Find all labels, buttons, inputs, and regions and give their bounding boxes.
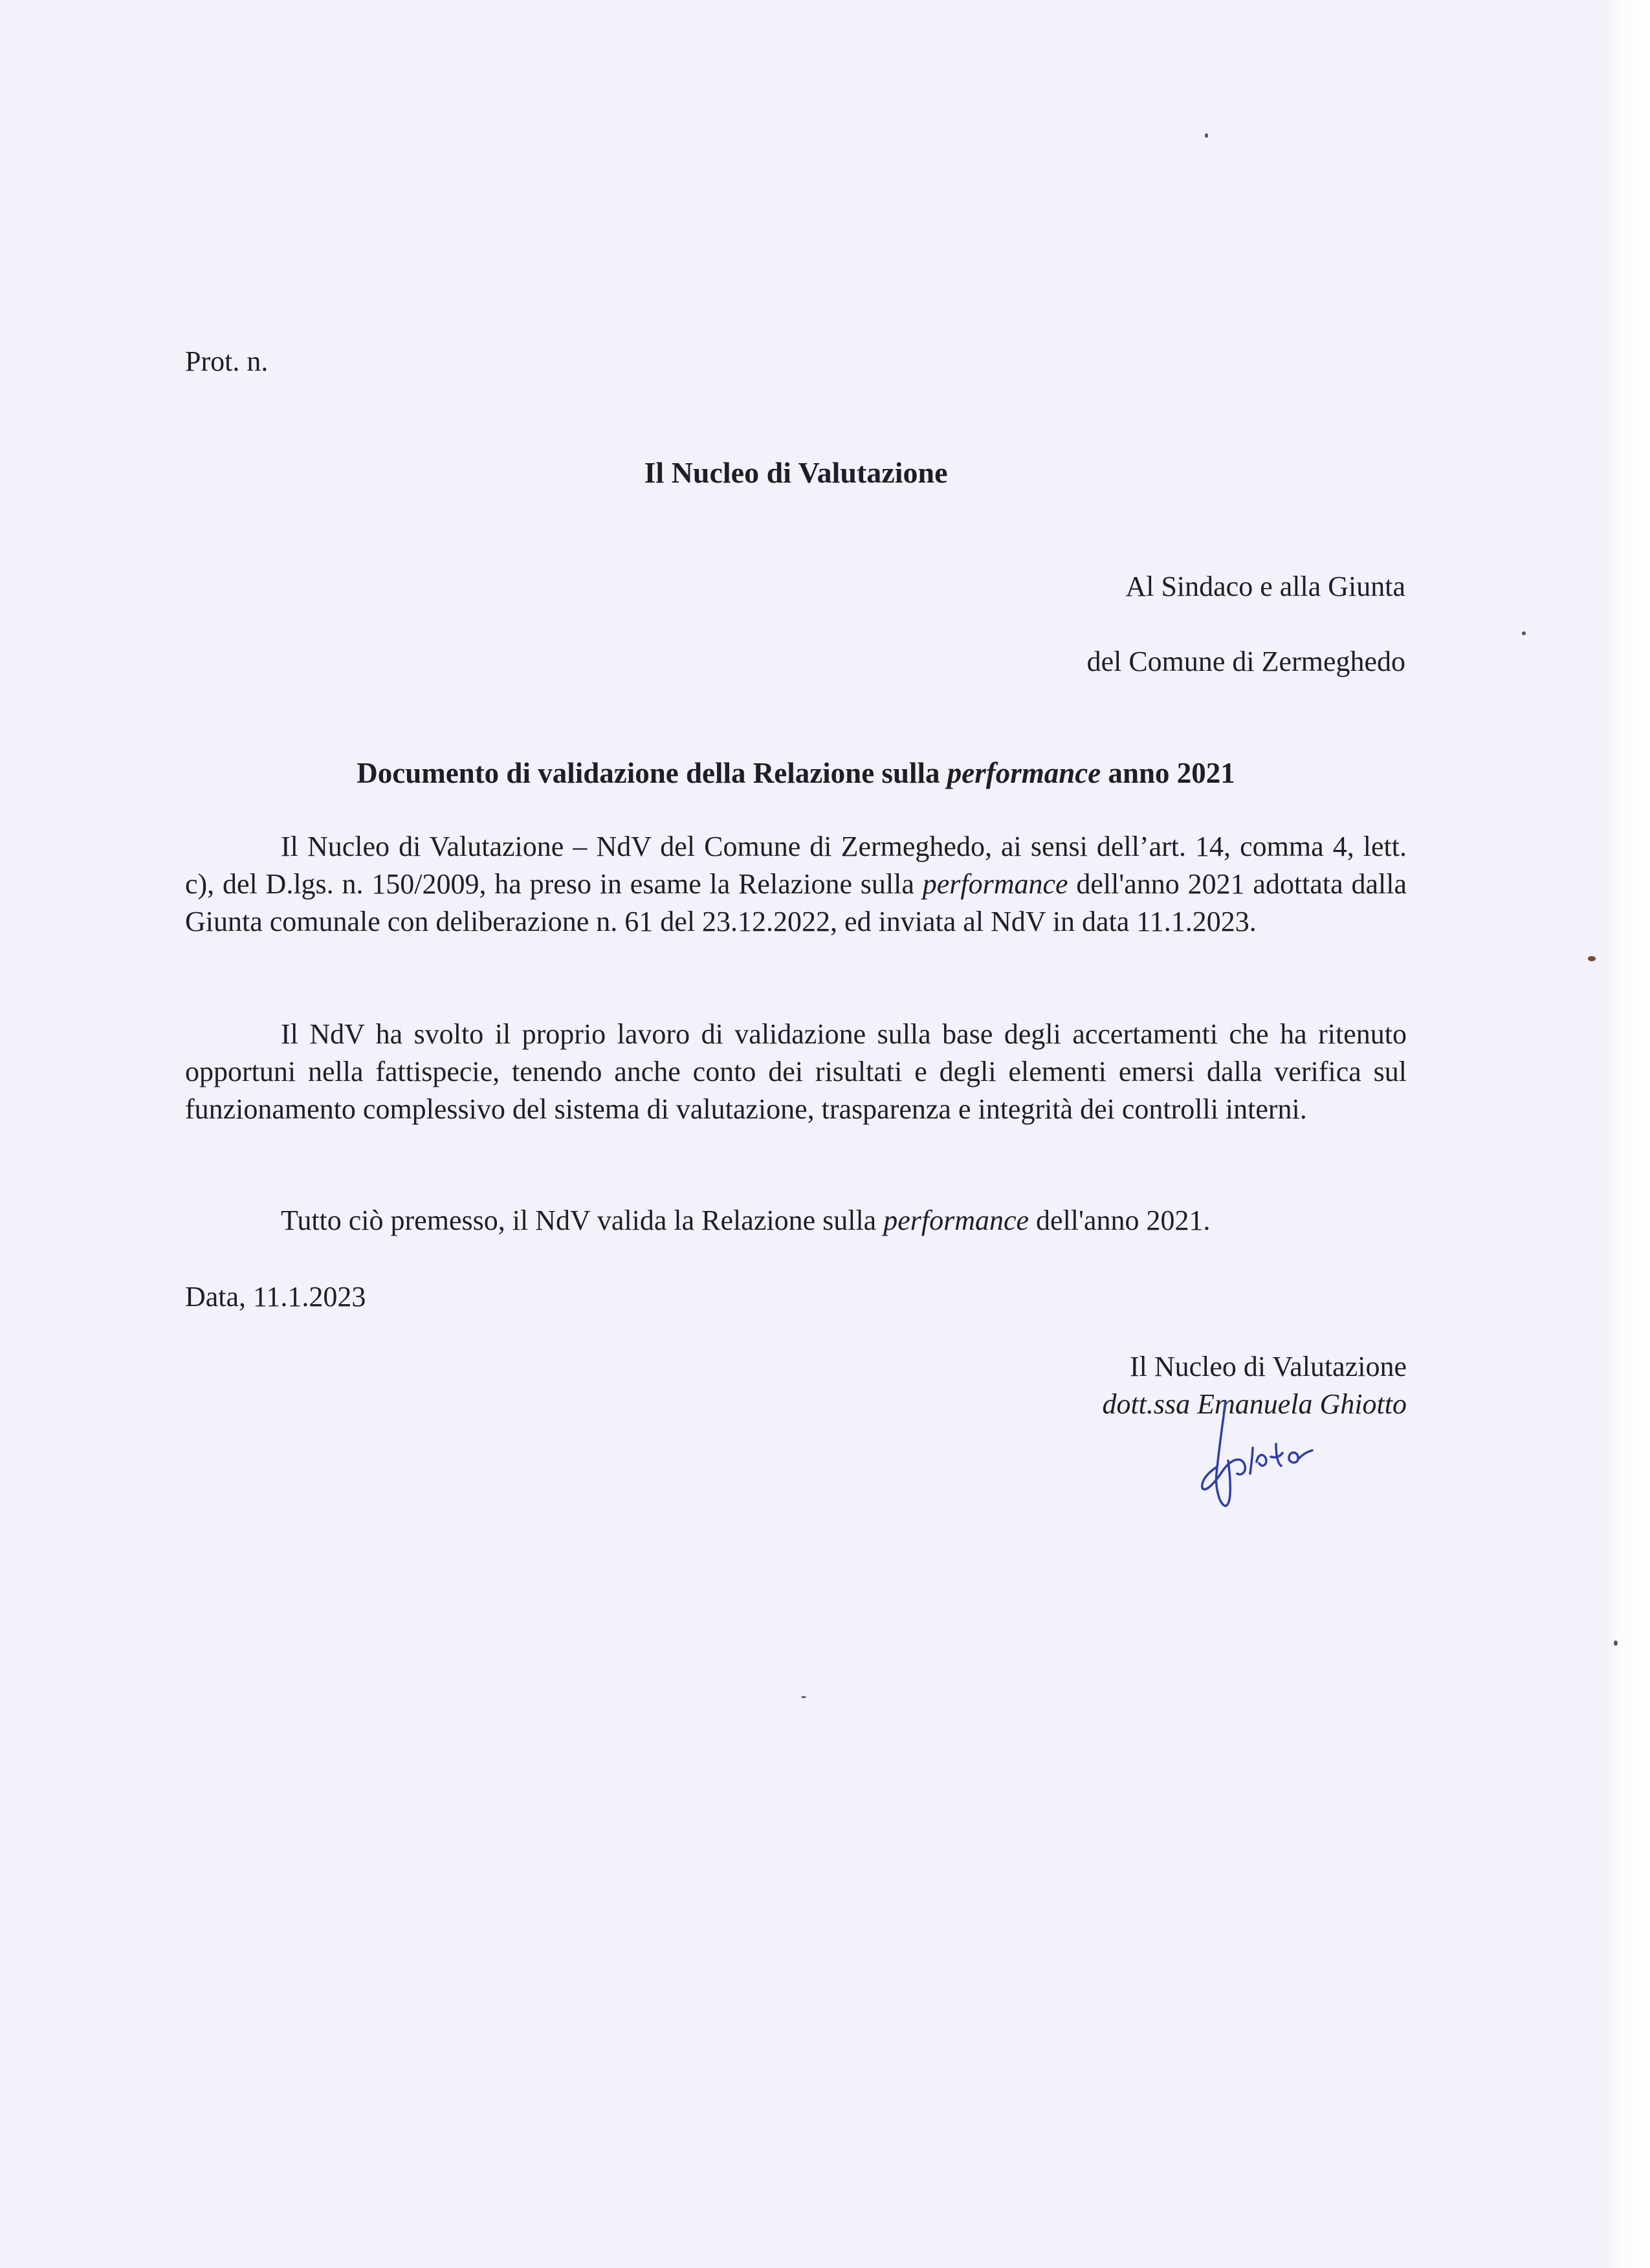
scan-speck [1522, 631, 1526, 635]
scan-speck [1205, 133, 1208, 138]
signatory-name: dott.ssa Emanuela Ghiotto [1102, 1388, 1407, 1420]
recipient-line-1: Al Sindaco e alla Giunta [1125, 571, 1405, 602]
paragraph-1-part-1: Il Nucleo di Valutazione – NdV del Comune di Zermeghedo, ai sensi dell’art. 14, comma 4, lett. c), del D.lgs. n. 150/2009, ha preso in esame la Relazione sulla [185, 831, 1407, 900]
protocol-number: Prot. n. [185, 345, 269, 377]
paragraph-2: Il NdV ha svolto il proprio lavoro di validazione sulla base degli accertamenti che ha ritenuto opportuni nella fattispecie, tenendo anche conto dei risultati e degli elementi emersi dalla verifica sul funzionamento complessivo del sistema di valutazione, trasparenza e integrità dei controlli interni. [185, 1018, 1407, 1125]
scan-speck [801, 1696, 806, 1698]
signatory-title: Il Nucleo di Valutazione [1129, 1351, 1407, 1382]
scan-speck [1588, 956, 1596, 961]
document-title [0, 754, 1592, 792]
paragraph-3 [185, 1202, 1407, 1239]
recipient-line-2: del Comune di Zermeghedo [1086, 646, 1405, 677]
scan-speck [1614, 1641, 1618, 1646]
paragraph-1-italic: performance [922, 868, 1068, 900]
paragraph-3-part-1: Tutto ciò premesso, il NdV valida la Relazione sulla [281, 1205, 884, 1236]
scan-edge [1603, 0, 1650, 2268]
paragraph-1-part-2: dell'anno 2021 adottata dalla Giunta comunale con deliberazione n. 61 del 23.12.2022, ed inviata al NdV in data 11.1.2023. [185, 868, 1407, 937]
paragraph-3-part-2: dell'anno 2021. [1029, 1205, 1211, 1236]
organization-heading: Il Nucleo di Valutazione [644, 456, 948, 489]
paragraph-1 [185, 828, 1407, 941]
date-line: Data, 11.1.2023 [185, 1281, 366, 1313]
title-text-before: Documento di validazione della Relazione sulla [357, 757, 947, 789]
paragraph-3-italic: performance [883, 1205, 1029, 1236]
title-text-after: anno 2021 [1101, 757, 1235, 789]
handwritten-signature [1185, 1396, 1334, 1512]
title-italic: performance [947, 757, 1101, 789]
